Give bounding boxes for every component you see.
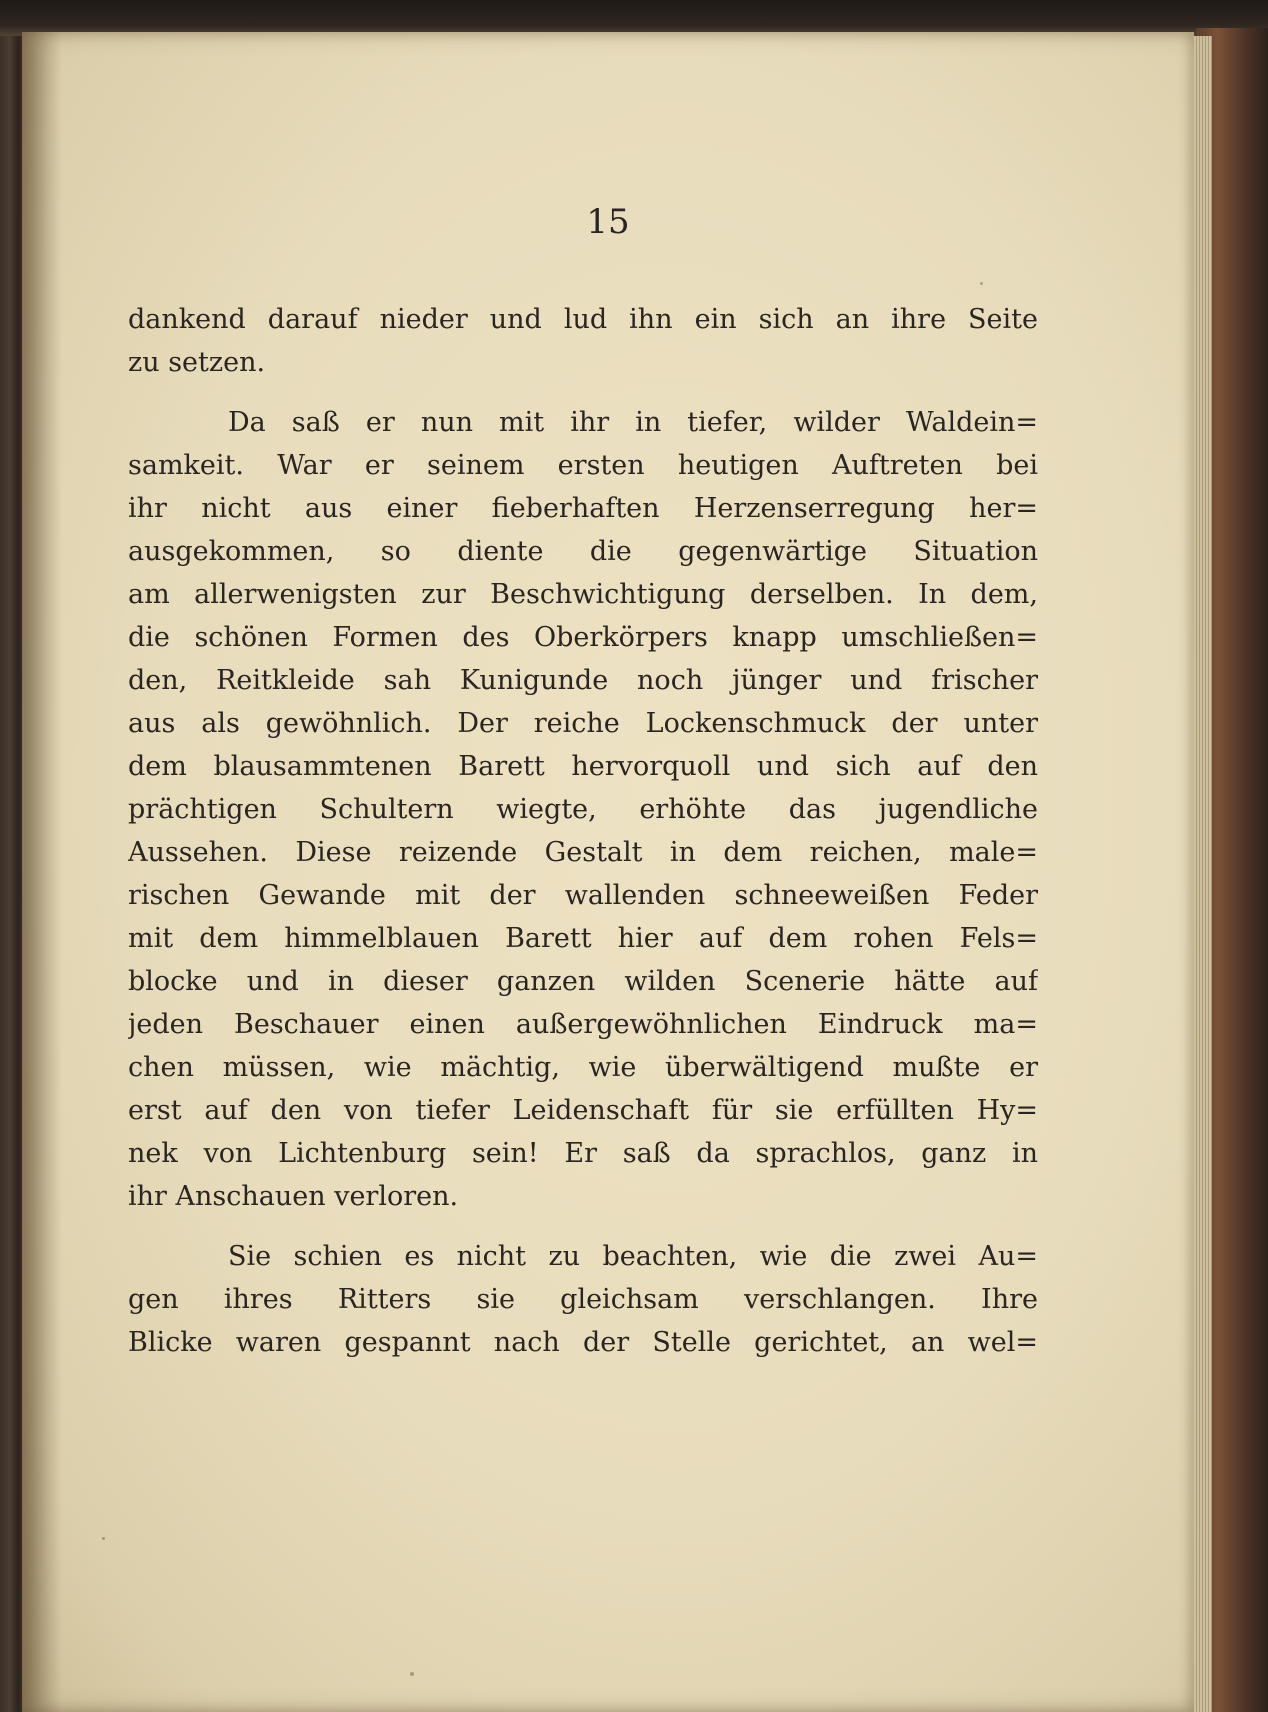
text-line: den, Reitkleide sah Kunigunde noch jünger und frischer [128, 665, 1038, 696]
book-page [22, 32, 1194, 1712]
text-line: Aussehen. Diese reizende Gestalt in dem reichen, male= [128, 837, 1038, 868]
paragraph-gap [128, 1218, 1038, 1235]
text-line: samkeit. War er seinem ersten heutigen Auftreten bei [128, 450, 1038, 481]
paper-speck [410, 1672, 414, 1676]
text-line: aus als gewöhnlich. Der reiche Lockenschmuck der unter [128, 708, 1038, 739]
paper-speck [980, 282, 983, 285]
text-line: blocke und in dieser ganzen wilden Scenerie hätte auf [128, 966, 1038, 997]
text-line: erst auf den von tiefer Leidenschaft für sie erfüllten Hy= [128, 1095, 1038, 1126]
text-line: Blicke waren gespannt nach der Stelle gerichtet, an wel= [128, 1327, 1038, 1358]
text-line: jeden Beschauer einen außergewöhnlichen Eindruck ma= [128, 1009, 1038, 1040]
text-line: rischen Gewande mit der wallenden schneeweißen Feder [128, 880, 1038, 911]
text-line: dankend darauf nieder und lud ihn ein sich an ihre Seite [128, 304, 1038, 335]
gutter-shadow [22, 32, 62, 1712]
text-line: ihr Anschauen verloren. [128, 1181, 459, 1212]
text-line: die schönen Formen des Oberkörpers knapp umschließen= [128, 622, 1038, 653]
text-line: chen müssen, wie mächtig, wie überwältigend mußte er [128, 1052, 1038, 1083]
paragraph-gap [128, 384, 1038, 401]
paper-speck [102, 1537, 105, 1540]
text-line: am allerwenigsten zur Beschwichtigung derselben. In dem, [128, 579, 1038, 610]
text-line: prächtigen Schultern wiegte, erhöhte das jugendliche [128, 794, 1038, 825]
text-line: nek von Lichtenburg sein! Er saß da sprachlos, ganz in [128, 1138, 1038, 1169]
page-number: 15 [586, 202, 630, 242]
text-line: ausgekommen, so diente die gegenwärtige Situation [128, 536, 1038, 567]
text-line: Sie schien es nicht zu beachten, wie die zwei Au= [228, 1241, 1038, 1272]
text-line: mit dem himmelblauen Barett hier auf dem rohen Fels= [128, 923, 1038, 954]
text-line: ihr nicht aus einer fieberhaften Herzenserregung her= [128, 493, 1038, 524]
body-text [128, 298, 1038, 1364]
text-line: zu setzen. [128, 347, 266, 378]
text-line: dem blausammtenen Barett hervorquoll und sich auf den [128, 751, 1038, 782]
binding-edge-top [0, 0, 1268, 36]
text-line: gen ihres Ritters sie gleichsam verschlangen. Ihre [128, 1284, 1038, 1315]
text-line: Da saß er nun mit ihr in tiefer, wilder Waldein= [228, 407, 1038, 438]
